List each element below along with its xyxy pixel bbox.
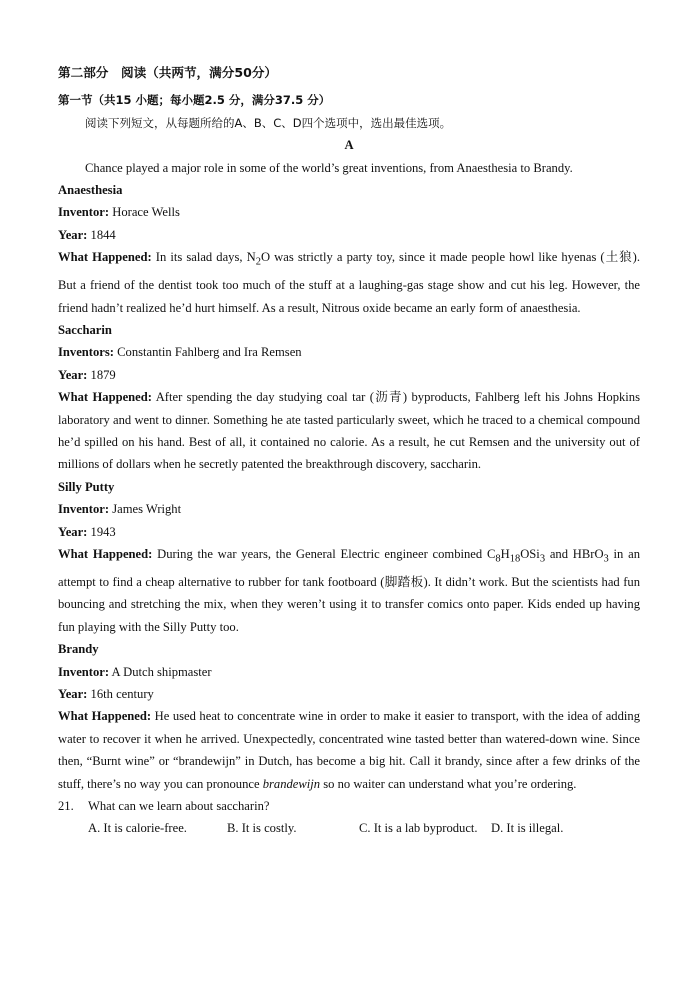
entry-description: What Happened: In its salad days, $N_2O$ was strictly a party toy, since it made people howl like hyenas (土狼). But a friend of the dentist took too much of the stuff at a laughing-gas stage show and cut his leg. However, the friend hadn’t realized he’d hurt himself. As a result, Nitrous oxide became an early form of anaesthesia.	[58, 250, 640, 315]
entry-title-saccharin: Saccharin	[58, 322, 112, 337]
entry-year: Year: 1879	[58, 367, 116, 382]
entry-description: What Happened: After spending the day studying coal tar (沥青) byproducts, Fahlberg left his Johns Hopkins laboratory and went to dinner. Something he ate tasted particularly sweet, which he traced to a chemical compound he’d spilled on his hand. Best of all, it contained no calorie. As a result, he cut Remsen and the university out of millions of dollars when he secretly patented the breakthrough discovery, saccharin.	[58, 390, 640, 472]
part-title: 第二部分 阅读（共两节，满分50分）	[58, 65, 278, 80]
option-a[interactable]: A. It is calorie-free.	[88, 821, 187, 836]
entry-description: What Happened: He used heat to concentrate wine in order to make it easier to transport, with the idea of adding water to recover it when he arrived. Unexpectedly, concentrated wine tasted better than watered-down wine. Since then, “Burnt wine” or “brandewijn” in Dutch, has become a big hit. Call it brandy, since after a few drinks of the stuff, there’s no way you can pronounce brandewijn so no waiter can understand what you’re ordering.	[58, 709, 640, 791]
entry-inventor: Inventor: James Wright	[58, 502, 182, 517]
section-title: 第一节（共15 小题；每小题2.5 分，满分37.5 分）	[58, 93, 331, 108]
instruction: 阅读下列短文，从每题所给的A、B、C、D四个选项中，选出最佳选项。	[85, 115, 452, 130]
entry-year: Year: 1844	[58, 227, 116, 242]
option-c[interactable]: C. It is a lab byproduct.	[359, 821, 478, 836]
reading-section	[58, 62, 640, 840]
entry-inventor: Inventor: Horace Wells	[58, 205, 180, 220]
entry-inventor: Inventor: A Dutch shipmaster	[58, 664, 212, 679]
entry-title-brandy: Brandy	[58, 642, 99, 657]
entry-title-anaesthesia: Anaesthesia	[58, 183, 123, 198]
question-21-options	[58, 817, 640, 839]
entry-title-silly-putty: Silly Putty	[58, 479, 115, 494]
entry-inventor: Inventors: Constantin Fahlberg and Ira Remsen	[58, 345, 302, 360]
entry-year: Year: 1943	[58, 524, 116, 539]
entry-year: Year: 16th century	[58, 687, 154, 701]
question-21: 21. What can we learn about saccharin?	[58, 799, 270, 814]
passage-intro: Chance played a major role in some of the world’s great inventions, from Anaesthesia to Brandy.	[85, 160, 573, 175]
option-b[interactable]: B. It is costly.	[227, 821, 297, 836]
option-d[interactable]: D. It is illegal.	[491, 821, 564, 836]
passage-label: A	[344, 138, 354, 153]
entry-description: What Happened: During the war years, the General Electric engineer combined $C_8H_{18}OSi_3$ and HBrO$_3$ in an attempt to find a cheap alternative to rubber for tank footboard (脚踏板). It didn’t work. But the scientists had fun bouncing and stretching the mix, when they weren’t using it to transfer comics onto paper. Kids ended up having fun playing with the Silly Putty too.	[58, 547, 640, 634]
